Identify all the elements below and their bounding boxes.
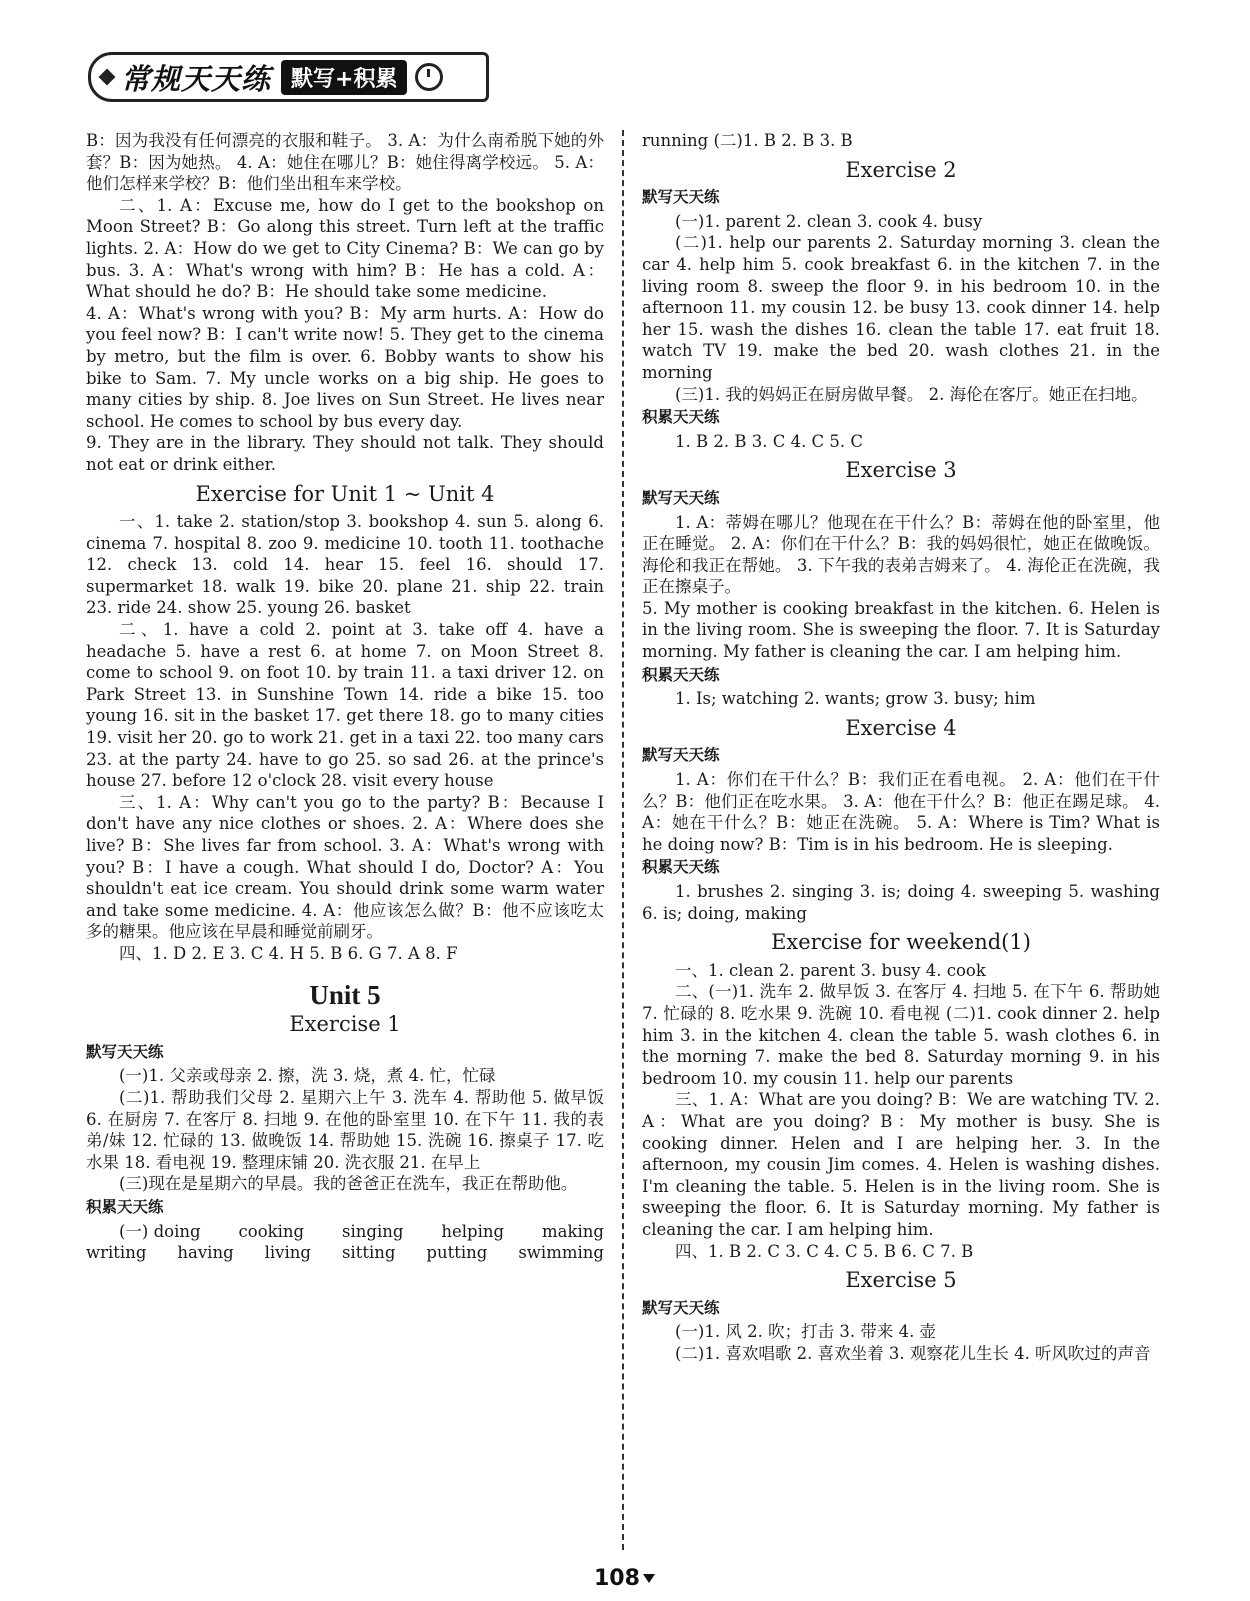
word: living <box>264 1243 311 1263</box>
section-label: 默写天天练 <box>642 488 720 507</box>
section-label: 积累天天练 <box>642 858 720 877</box>
paragraph: 二、(一)1. 洗车 2. 做早饭 3. 在客厅 4. 扫地 5. 在下午 6. 帮助她 7. 忙碌的 8. 吃水果 9. 洗碗 10. 看电视 (二)1. cook dinner 2. help him 3. in the kitchen 4. clean the table 5. wash clothes 6. in the morning 7. make the bed 8. Saturday morning 9. in his bedroom 10. my cousin 11. help our parents <box>642 982 1160 1088</box>
header-subtitle: 默写+积累 <box>281 60 407 95</box>
exercise-heading: Exercise 3 <box>845 458 957 483</box>
paragraph: running (二)1. B 2. B 3. B <box>642 131 853 150</box>
triangle-down-icon <box>643 1574 655 1583</box>
paragraph: 1. Is; watching 2. wants; grow 3. busy; him <box>675 689 1036 709</box>
paragraph: 9. They are in the library. They should not talk. They should not eat or drink either. <box>86 433 604 474</box>
paragraph: (三)现在是星期六的早晨。我的爸爸正在洗车，我正在帮助他。 <box>119 1174 578 1194</box>
paragraph: 四、1. D 2. E 3. C 4. H 5. B 6. G 7. A 8. F <box>119 943 458 963</box>
word: cooking <box>238 1221 305 1241</box>
word: sitting <box>341 1243 396 1263</box>
diamond-icon <box>99 69 116 86</box>
header-banner <box>88 52 489 102</box>
paragraph: 1. A：蒂姆在哪儿？他现在在干什么？B：蒂姆在他的卧室里，他正在睡觉。 2. A：你们在干什么？B：我的妈妈很忙，她正在做晚饭。海伦和我正在帮她。 3. 下午我的表弟吉姆来了。 4. 海伦正在洗碗，我正在擦桌子。 <box>642 512 1160 597</box>
paragraph: 二、1. have a cold 2. point at 3. take off 4. have a headache 5. have a rest 6. at home 7. on Moon Street 8. come to school 9. on foot 10. by train 11. a taxi driver 12. on Park Street 13. in Sunshine Town 14. ride a bike 15. too young 16. sit in the basket 17. get there 18. go to many cities 19. visit her 20. go to work 21. get in a taxi 22. too many cars 23. at the party 24. have to go 25. so sad 26. at the prince's house 27. before 12 o'clock 28. visit every house <box>86 620 604 791</box>
exercise-heading: Exercise 5 <box>845 1268 957 1293</box>
exercise-heading: Exercise for Unit 1 ~ Unit 4 <box>195 481 495 506</box>
page-number-text: 108 <box>594 1566 640 1591</box>
paragraph: (二)1. help our parents 2. Saturday morning 3. clean the car 4. help him 5. cook breakfast 6. in the kitchen 7. in the living room 8. sweep the floor 9. in his bedroom 10. in the afternoon 11. my cousin 12. be busy 13. cook dinner 14. help her 15. wash the dishes 16. clean the table 17. eat fruit 18. watch TV 19. make the bed 20. wash clothes 21. in the morning <box>642 233 1160 382</box>
page-header <box>80 42 500 104</box>
paragraph: (一)1. parent 2. clean 3. cook 4. busy <box>675 211 983 231</box>
section-label: 积累天天练 <box>642 408 720 427</box>
paragraph: (一)1. 风 2. 吹；打击 3. 带来 4. 壶 <box>675 1322 937 1342</box>
word-row <box>86 1242 604 1264</box>
paragraph: 一、1. clean 2. parent 3. busy 4. cook <box>675 960 986 980</box>
paragraph: 三、1. A：What are you doing? B：We are watching TV. 2. A：What are you doing? B：My mother is busy. She is cooking dinner. Helen and I are helping her. 3. In the afternoon, my cousin Jim comes. 4. Helen is washing dishes. I'm cleaning the table. 5. Helen is in the living room. She is sweeping the floor. 6. It is Saturday morning. My father is cleaning the car. I am helping him. <box>642 1090 1160 1239</box>
right-column <box>642 130 1160 1364</box>
section-label: 积累天天练 <box>86 1197 164 1216</box>
paragraph: (三)1. 我的妈妈正在厨房做早餐。 2. 海伦在客厅。她正在扫地。 <box>675 384 1148 404</box>
word: having <box>177 1243 234 1263</box>
word: helping <box>441 1221 505 1241</box>
paragraph: 1. brushes 2. singing 3. is; doing 4. sweeping 5. washing 6. is; doing, making <box>642 882 1160 923</box>
exercise-heading: Exercise 2 <box>845 157 957 182</box>
unit-heading: Unit 5 <box>309 979 381 1010</box>
paragraph: 二、1. A：Excuse me, how do I get to the bookshop on Moon Street? B：Go along this street. Turn left at the traffic lights. 2. A：How do we get to City Cinema? B：We can go by bus. 3. A：What's wrong with him? B：He has a cold. A：What should he do? B：He should take some medicine. <box>86 195 604 302</box>
word: singing <box>342 1221 404 1241</box>
left-column <box>86 130 604 1264</box>
word: writing <box>86 1243 147 1263</box>
section-label: 默写天天练 <box>642 1298 720 1317</box>
page-number <box>594 1566 655 1591</box>
exercise-heading: Exercise 4 <box>845 715 957 740</box>
word-row <box>86 1221 604 1243</box>
paragraph: 5. My mother is cooking breakfast in the kitchen. 6. Helen is in the living room. She is sweeping the floor. 7. It is Saturday morning. My father is cleaning the car. I am helping him. <box>642 598 1160 662</box>
paragraph: (二)1. 帮助我们父母 2. 星期六上午 3. 洗车 4. 帮助他 5. 做早饭 6. 在厨房 7. 在客厅 8. 扫地 9. 在他的卧室里 10. 在下午 11. 我的表弟/妹 12. 忙碌的 13. 做晚饭 14. 帮助她 15. 洗碗 16. 擦桌子 17. 吃水果 18. 看电视 19. 整理床铺 20. 洗衣服 21. 在早上 <box>86 1087 604 1172</box>
section-label: 默写天天练 <box>86 1042 164 1061</box>
column-divider <box>622 130 624 1550</box>
paragraph: 1. A：你们在干什么？B：我们正在看电视。 2. A：他们在干什么？B：他们正在吃水果。 3. A：他在干什么？B：他正在踢足球。 4. A：她在干什么？B：她正在洗碗。 5. A：Where is Tim? What is he doing now? B：Tim is in his bedroom. He is sleeping. <box>642 770 1160 854</box>
paragraph: 1. B 2. B 3. C 4. C 5. C <box>675 431 864 451</box>
clock-icon <box>415 63 443 91</box>
paragraph: B：因为我没有任何漂亮的衣服和鞋子。 3. A：为什么南希脱下她的外套？B：因为她热。 4. A：她住在哪儿？B：她住得离学校远。 5. A：他们怎样来学校？B：他们坐出租车来学校。 <box>86 131 604 194</box>
paragraph: 一、1. take 2. station/stop 3. bookshop 4. sun 5. along 6. cinema 7. hospital 8. zoo 9. medicine 10. tooth 11. toothache 12. check 13. cold 14. hear 15. feel 16. should 17. supermarket 18. walk 19. bike 20. plane 21. ship 22. train 23. ride 24. show 25. young 26. basket <box>86 512 604 618</box>
paragraph: 4. A：What's wrong with you? B：My arm hurts. A：How do you feel now? B：I can't write now! 5. They get to the cinema by metro, but the film is over. 6. Bobby wants to show his bike to Sam. 7. My uncle works on a big ship. He goes to many cities by ship. 8. Joe lives on Sun Street. He lives near school. He comes to school by bus every day. <box>86 303 604 431</box>
section-label: 积累天天练 <box>642 665 720 684</box>
paragraph: (二)1. 喜欢唱歌 2. 喜欢坐着 3. 观察花儿生长 4. 听风吹过的声音 <box>675 1343 1151 1363</box>
section-label: 默写天天练 <box>642 188 720 207</box>
header-title: 常规天天练 <box>121 61 272 96</box>
paragraph: 四、1. B 2. C 3. C 4. C 5. B 6. C 7. B <box>675 1241 974 1261</box>
word: making <box>542 1221 604 1241</box>
word: (一) doing <box>119 1221 201 1241</box>
exercise-heading: Exercise for weekend(1) <box>771 930 1031 955</box>
paragraph: 三、1. A：Why can't you go to the party? B：Because I don't have any nice clothes or shoes. 2. A：Where does she live? B：She lives far from school. 3. A：What's wrong with you? B：I have a cough. What should I do, Doctor? A：You shouldn't eat ice cream. You should drink some warm water and take some medicine. 4. A：他应该怎么做？B：他不应该吃太多的糖果。他应该在早晨和睡觉前刷牙。 <box>86 792 604 942</box>
exercise-heading: Exercise 1 <box>289 1012 401 1037</box>
word: putting <box>426 1243 488 1263</box>
section-label: 默写天天练 <box>642 746 720 765</box>
paragraph: (一)1. 父亲或母亲 2. 擦，洗 3. 烧，煮 4. 忙，忙碌 <box>119 1066 496 1086</box>
word: swimming <box>518 1243 604 1263</box>
